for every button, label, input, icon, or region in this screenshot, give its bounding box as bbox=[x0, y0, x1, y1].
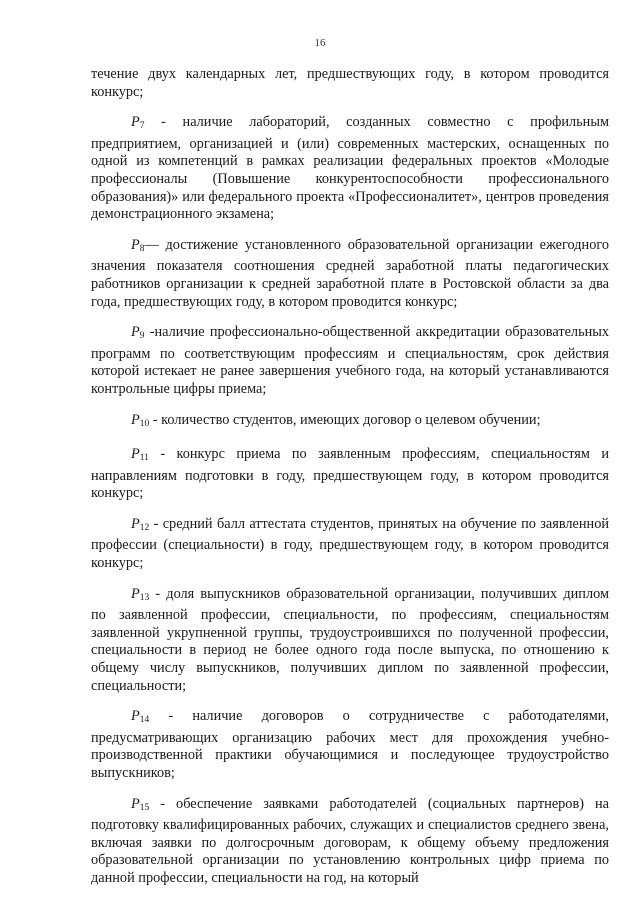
criterion-p9 bbox=[91, 324, 609, 398]
criterion-index: 9 bbox=[139, 331, 145, 342]
document-body bbox=[91, 66, 609, 901]
criterion-text: - наличие лабораторий, созданных совместно с профильным предприятием, организацией и (или) современных мастерских, оснащенных по одной из компетенций в рамках реализации федеральных проектов «Молодые профессионалы (Повышение конкурентоспособности профессионального образования)» или федерального проекта «Профессионалитет», центров проведения демонстрационного экзамена; bbox=[91, 114, 609, 223]
criterion-symbol: P bbox=[131, 515, 140, 532]
criterion-p15 bbox=[91, 796, 609, 888]
criterion-p12 bbox=[91, 516, 609, 573]
paragraph-text: течение двух календарных лет, предшествующих году, в котором проводится конкурс; bbox=[91, 66, 609, 100]
criterion-p10 bbox=[91, 412, 609, 434]
criterion-text: - средний балл аттестата студентов, принятых на обучение по заявленной профессии (специальности) в году, предшествующем году, в котором проводится конкурс; bbox=[91, 515, 609, 572]
page-number: 16 bbox=[314, 37, 326, 49]
criterion-index: 8 bbox=[139, 243, 145, 254]
criterion-text: -наличие профессионально-общественной аккредитации образовательных программ по соответствующим профессиям и специальностям, срок действия которой истекает не ранее завершения учебного года, на который устанавливаются контрольные цифры приема; bbox=[91, 324, 609, 397]
criterion-symbol: P bbox=[131, 324, 140, 341]
criterion-symbol: P bbox=[131, 411, 140, 428]
criterion-symbol: P bbox=[131, 795, 140, 812]
criterion-symbol: P bbox=[131, 114, 140, 131]
criterion-index: 7 bbox=[139, 121, 145, 132]
criterion-index: 13 bbox=[139, 592, 150, 603]
criterion-symbol: P bbox=[131, 446, 140, 463]
criterion-text: - доля выпускников образовательной организации, получивших диплом по заявленной профессии, специальности, по профессиям, специальностям заявленной укрупненной группы, трудоустроившихся по полученной профессии, специальности в период не более одного года после выпуска, по отношению к общему числу выпускников, получивших диплом по заявленной профессии, специальности; bbox=[91, 585, 609, 694]
criterion-index: 12 bbox=[139, 522, 150, 533]
criterion-text: - конкурс приема по заявленным профессиям, специальностям и направлениям подготовки в году, предшествующем году, в котором проводится конкурс; bbox=[91, 446, 609, 502]
criterion-text: - наличие договоров о сотрудничестве с работодателями, предусматривающих организацию рабочих мест для прохождения учебно-производственной практики обучающимися и последующее трудоустройство выпускников; bbox=[91, 708, 609, 781]
criterion-text: — достижение установленного образовательной организации ежегодного значения показателя соотношения средней заработной платы педагогических работников организации к средней заработной плате в Ростовской области за два года, предшествующих году, в котором проводится конкурс; bbox=[91, 236, 609, 310]
criterion-p14 bbox=[91, 708, 609, 782]
paragraph-continuation bbox=[91, 66, 609, 101]
criterion-p8 bbox=[91, 237, 609, 311]
criterion-text: - обеспечение заявками работодателей (социальных партнеров) на подготовку квалифицированных рабочих, служащих и специалистов среднего звена, включая заявки по долгосрочным договорам, к общему объему предложения образовательной организации по установлению контрольных цифр приема по данной профессии, специальности на год, на который bbox=[91, 795, 609, 886]
criterion-index: 11 bbox=[139, 453, 149, 464]
criterion-index: 14 bbox=[139, 715, 150, 726]
criterion-symbol: P bbox=[131, 236, 140, 253]
criterion-p11 bbox=[91, 446, 609, 503]
criterion-p13 bbox=[91, 586, 609, 696]
criterion-symbol: P bbox=[131, 708, 140, 725]
criterion-text: - количество студентов, имеющих договор о целевом обучении; bbox=[149, 411, 541, 428]
criterion-p7 bbox=[91, 114, 609, 224]
criterion-index: 10 bbox=[139, 418, 150, 429]
criterion-index: 15 bbox=[139, 802, 150, 813]
criterion-symbol: P bbox=[131, 585, 140, 602]
